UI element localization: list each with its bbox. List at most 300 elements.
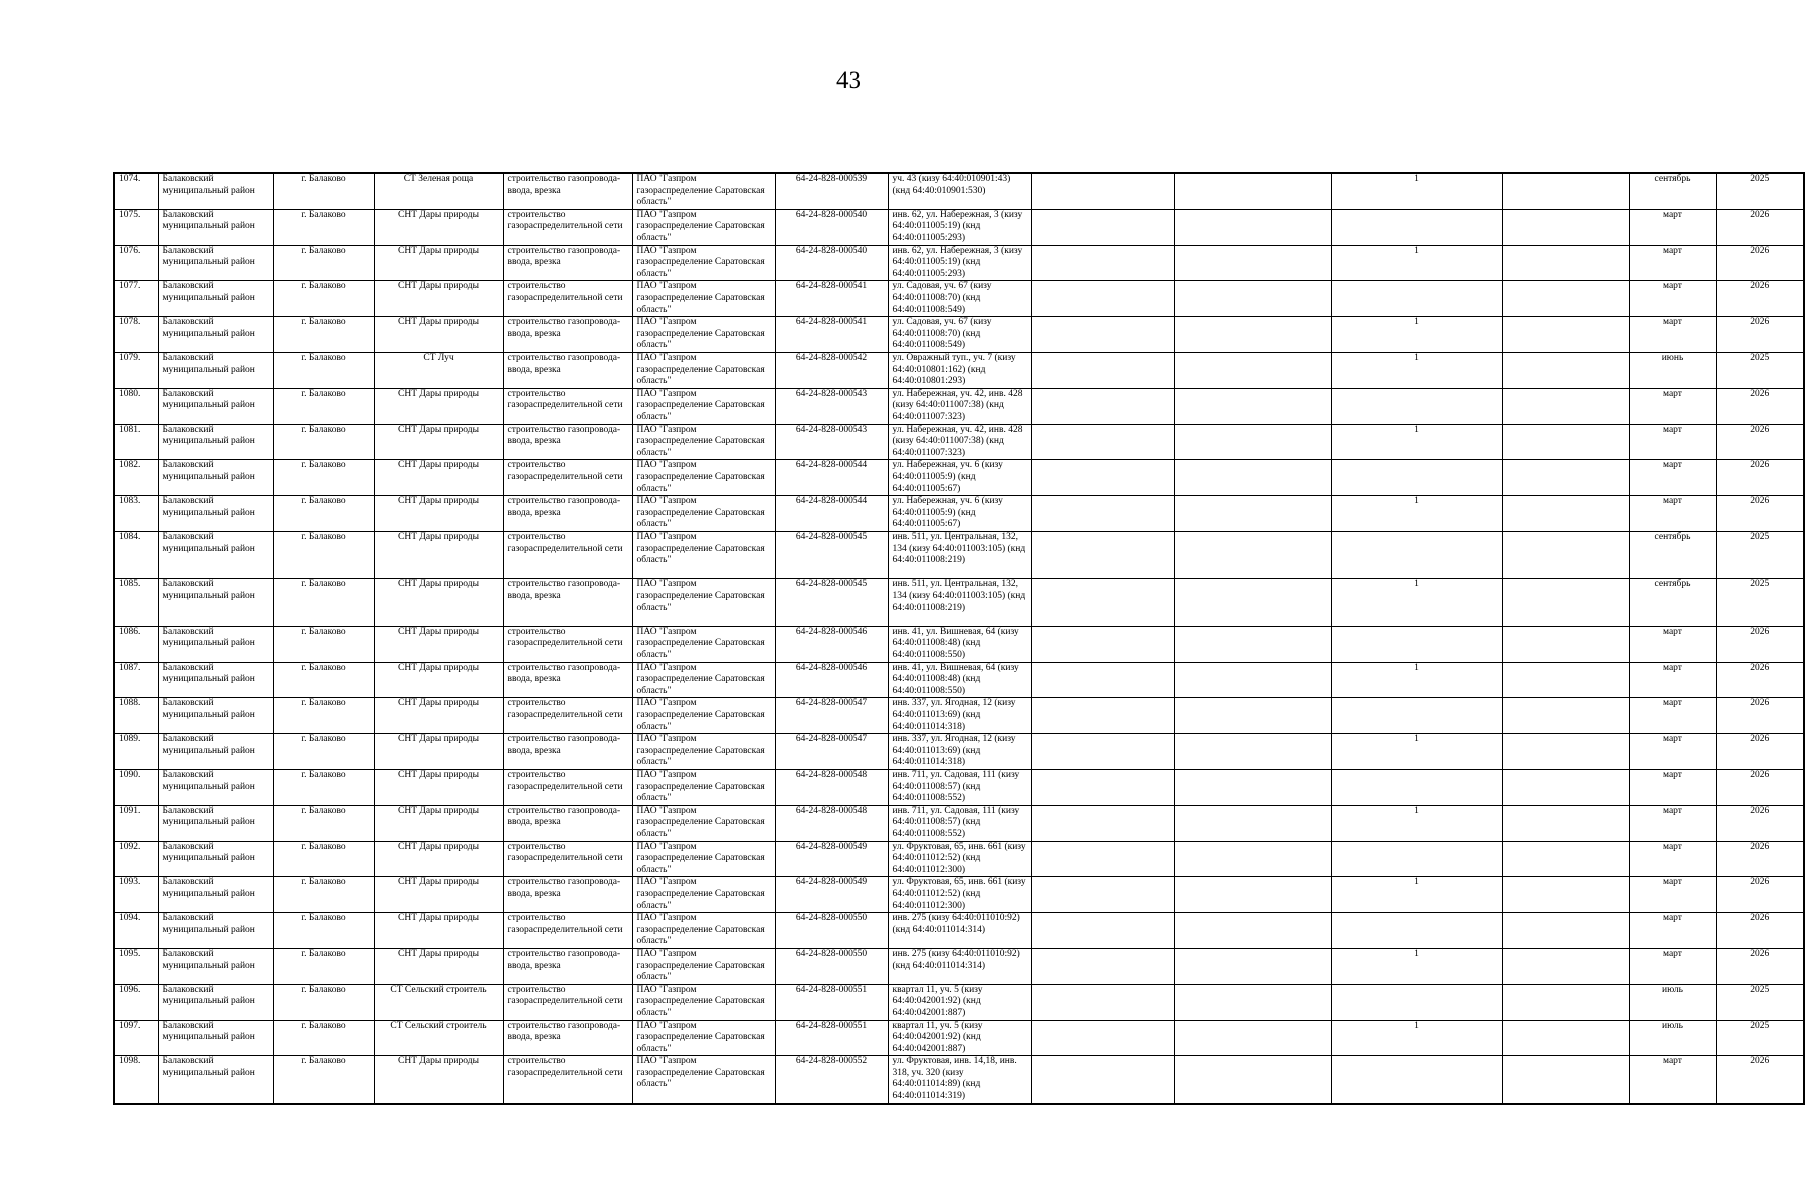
table-row: [114, 913, 1804, 949]
cell-month: март: [1629, 877, 1716, 913]
cell-address: квартал 11, уч. 5 (кизу 64:40:042001:92) (кнд 64:40:042001:887): [888, 984, 1031, 1020]
cell-address: ул. Набережная, уч. 6 (кизу 64:40:011005:9) (кнд 64:40:011005:67): [888, 460, 1031, 496]
cell-year: 2026: [1716, 245, 1804, 281]
cell-quantity: 1: [1331, 734, 1502, 770]
cell-work-type: строительство газопровода-ввода, врезка: [503, 424, 632, 460]
cell-organization: ПАО "Газпром газораспределение Саратовская область": [632, 317, 775, 353]
cell-extra-col-3: [1502, 352, 1629, 388]
cell-settlement: СНТ Дары природы: [374, 460, 503, 496]
cell-work-type: строительство газораспределительной сети: [503, 913, 632, 949]
cell-district: Балаковский муниципальный район: [158, 579, 273, 626]
cell-year: 2026: [1716, 496, 1804, 532]
cell-month: сентябрь: [1629, 173, 1716, 209]
cell-work-type: строительство газопровода-ввода, врезка: [503, 662, 632, 698]
cell-address: инв. 275 (кизу 64:40:011010:92) (кнд 64:40:011014:314): [888, 948, 1031, 984]
cell-extra-col-1: [1031, 948, 1174, 984]
cell-year: 2026: [1716, 948, 1804, 984]
cell-quantity: [1331, 531, 1502, 578]
table-row: [114, 460, 1804, 496]
cell-settlement: СТ Луч: [374, 352, 503, 388]
cell-extra-col-2: [1174, 984, 1331, 1020]
cell-year: 2026: [1716, 1056, 1804, 1104]
cell-row-number: 1093.: [114, 877, 158, 913]
cell-registry-id: 64-24-828-000550: [775, 913, 888, 949]
cell-address: инв. 62, ул. Набережная, 3 (кизу 64:40:011005:19) (кнд 64:40:011005:293): [888, 245, 1031, 281]
cell-quantity: 1: [1331, 805, 1502, 841]
cell-city: г. Балаково: [273, 734, 374, 770]
cell-row-number: 1082.: [114, 460, 158, 496]
cell-extra-col-2: [1174, 173, 1331, 209]
cell-district: Балаковский муниципальный район: [158, 1020, 273, 1056]
cell-extra-col-3: [1502, 281, 1629, 317]
cell-registry-id: 64-24-828-000540: [775, 245, 888, 281]
cell-row-number: 1095.: [114, 948, 158, 984]
cell-city: г. Балаково: [273, 209, 374, 245]
cell-settlement: СНТ Дары природы: [374, 317, 503, 353]
cell-district: Балаковский муниципальный район: [158, 877, 273, 913]
cell-row-number: 1079.: [114, 352, 158, 388]
cell-quantity: [1331, 209, 1502, 245]
cell-extra-col-1: [1031, 209, 1174, 245]
cell-month: март: [1629, 209, 1716, 245]
table-row: [114, 388, 1804, 424]
cell-settlement: СНТ Дары природы: [374, 245, 503, 281]
table-row: [114, 841, 1804, 877]
cell-organization: ПАО "Газпром газораспределение Саратовская область": [632, 531, 775, 578]
cell-organization: ПАО "Газпром газораспределение Саратовская область": [632, 984, 775, 1020]
cell-city: г. Балаково: [273, 173, 374, 209]
cell-extra-col-2: [1174, 496, 1331, 532]
cell-year: 2026: [1716, 424, 1804, 460]
cell-work-type: строительство газораспределительной сети: [503, 1056, 632, 1104]
cell-extra-col-3: [1502, 245, 1629, 281]
cell-month: март: [1629, 662, 1716, 698]
cell-organization: ПАО "Газпром газораспределение Саратовская область": [632, 734, 775, 770]
cell-city: г. Балаково: [273, 769, 374, 805]
table-row: [114, 245, 1804, 281]
cell-settlement: СТ Зеленая роща: [374, 173, 503, 209]
cell-work-type: строительство газораспределительной сети: [503, 388, 632, 424]
cell-month: июнь: [1629, 352, 1716, 388]
table-row: [114, 1056, 1804, 1104]
cell-address: инв. 711, ул. Садовая, 111 (кизу 64:40:011008:57) (кнд 64:40:011008:552): [888, 805, 1031, 841]
cell-registry-id: 64-24-828-000542: [775, 352, 888, 388]
table-row: [114, 531, 1804, 578]
cell-district: Балаковский муниципальный район: [158, 209, 273, 245]
cell-year: 2025: [1716, 1020, 1804, 1056]
cell-district: Балаковский муниципальный район: [158, 281, 273, 317]
cell-extra-col-2: [1174, 626, 1331, 662]
cell-address: инв. 711, ул. Садовая, 111 (кизу 64:40:011008:57) (кнд 64:40:011008:552): [888, 769, 1031, 805]
cell-quantity: 1: [1331, 948, 1502, 984]
cell-city: г. Балаково: [273, 579, 374, 626]
cell-extra-col-2: [1174, 841, 1331, 877]
cell-address: ул. Садовая, уч. 67 (кизу 64:40:011008:70) (кнд 64:40:011008:549): [888, 317, 1031, 353]
table-row: [114, 281, 1804, 317]
cell-row-number: 1077.: [114, 281, 158, 317]
cell-year: 2026: [1716, 662, 1804, 698]
cell-registry-id: 64-24-828-000552: [775, 1056, 888, 1104]
cell-district: Балаковский муниципальный район: [158, 805, 273, 841]
cell-extra-col-3: [1502, 913, 1629, 949]
cell-quantity: [1331, 626, 1502, 662]
cell-registry-id: 64-24-828-000549: [775, 877, 888, 913]
cell-registry-id: 64-24-828-000551: [775, 1020, 888, 1056]
cell-month: март: [1629, 913, 1716, 949]
cell-extra-col-1: [1031, 317, 1174, 353]
cell-row-number: 1080.: [114, 388, 158, 424]
cell-district: Балаковский муниципальный район: [158, 496, 273, 532]
table-row: [114, 173, 1804, 209]
cell-year: 2026: [1716, 913, 1804, 949]
cell-year: 2026: [1716, 769, 1804, 805]
cell-organization: ПАО "Газпром газораспределение Саратовская область": [632, 805, 775, 841]
table-row: [114, 734, 1804, 770]
cell-quantity: [1331, 1056, 1502, 1104]
cell-district: Балаковский муниципальный район: [158, 460, 273, 496]
cell-extra-col-3: [1502, 769, 1629, 805]
cell-organization: ПАО "Газпром газораспределение Саратовская область": [632, 626, 775, 662]
cell-month: март: [1629, 424, 1716, 460]
cell-city: г. Балаково: [273, 805, 374, 841]
cell-extra-col-1: [1031, 1056, 1174, 1104]
cell-extra-col-3: [1502, 805, 1629, 841]
cell-work-type: строительство газораспределительной сети: [503, 460, 632, 496]
cell-quantity: 1: [1331, 496, 1502, 532]
cell-district: Балаковский муниципальный район: [158, 317, 273, 353]
cell-extra-col-1: [1031, 734, 1174, 770]
cell-work-type: строительство газораспределительной сети: [503, 281, 632, 317]
cell-settlement: СНТ Дары природы: [374, 209, 503, 245]
cell-registry-id: 64-24-828-000541: [775, 317, 888, 353]
cell-extra-col-3: [1502, 1056, 1629, 1104]
cell-city: г. Балаково: [273, 626, 374, 662]
cell-settlement: СНТ Дары природы: [374, 698, 503, 734]
cell-year: 2026: [1716, 626, 1804, 662]
cell-quantity: [1331, 984, 1502, 1020]
cell-organization: ПАО "Газпром газораспределение Саратовская область": [632, 769, 775, 805]
cell-organization: ПАО "Газпром газораспределение Саратовская область": [632, 352, 775, 388]
cell-work-type: строительство газопровода-ввода, врезка: [503, 496, 632, 532]
cell-city: г. Балаково: [273, 281, 374, 317]
cell-address: уч. 43 (кизу 64:40:010901:43) (кнд 64:40:010901:530): [888, 173, 1031, 209]
table-row: [114, 948, 1804, 984]
cell-registry-id: 64-24-828-000550: [775, 948, 888, 984]
table-row: [114, 424, 1804, 460]
cell-work-type: строительство газораспределительной сети: [503, 769, 632, 805]
cell-settlement: СНТ Дары природы: [374, 531, 503, 578]
cell-month: март: [1629, 245, 1716, 281]
table-row: [114, 579, 1804, 626]
cell-city: г. Балаково: [273, 698, 374, 734]
cell-address: ул. Садовая, уч. 67 (кизу 64:40:011008:70) (кнд 64:40:011008:549): [888, 281, 1031, 317]
cell-work-type: строительство газопровода-ввода, врезка: [503, 173, 632, 209]
cell-extra-col-1: [1031, 841, 1174, 877]
cell-extra-col-2: [1174, 734, 1331, 770]
cell-settlement: СНТ Дары природы: [374, 662, 503, 698]
cell-work-type: строительство газопровода-ввода, врезка: [503, 805, 632, 841]
cell-work-type: строительство газопровода-ввода, врезка: [503, 734, 632, 770]
cell-extra-col-2: [1174, 1056, 1331, 1104]
cell-district: Балаковский муниципальный район: [158, 1056, 273, 1104]
cell-work-type: строительство газораспределительной сети: [503, 531, 632, 578]
cell-district: Балаковский муниципальный район: [158, 734, 273, 770]
cell-district: Балаковский муниципальный район: [158, 698, 273, 734]
cell-district: Балаковский муниципальный район: [158, 769, 273, 805]
cell-extra-col-3: [1502, 173, 1629, 209]
cell-month: сентябрь: [1629, 579, 1716, 626]
cell-registry-id: 64-24-828-000548: [775, 769, 888, 805]
cell-month: март: [1629, 281, 1716, 317]
cell-extra-col-1: [1031, 352, 1174, 388]
cell-settlement: СТ Сельский строитель: [374, 1020, 503, 1056]
cell-address: инв. 41, ул. Вишневая, 64 (кизу 64:40:011008:48) (кнд 64:40:011008:550): [888, 662, 1031, 698]
cell-organization: ПАО "Газпром газораспределение Саратовская область": [632, 460, 775, 496]
cell-extra-col-3: [1502, 734, 1629, 770]
cell-extra-col-1: [1031, 424, 1174, 460]
table-row: [114, 1020, 1804, 1056]
cell-extra-col-2: [1174, 698, 1331, 734]
cell-row-number: 1086.: [114, 626, 158, 662]
cell-registry-id: 64-24-828-000541: [775, 281, 888, 317]
cell-extra-col-3: [1502, 317, 1629, 353]
cell-month: март: [1629, 388, 1716, 424]
cell-quantity: 1: [1331, 317, 1502, 353]
cell-city: г. Балаково: [273, 877, 374, 913]
cell-row-number: 1084.: [114, 531, 158, 578]
cell-extra-col-3: [1502, 496, 1629, 532]
cell-city: г. Балаково: [273, 1020, 374, 1056]
cell-address: ул. Фруктовая, 65, инв. 661 (кизу 64:40:011012:52) (кнд 64:40:011012:300): [888, 877, 1031, 913]
cell-month: сентябрь: [1629, 531, 1716, 578]
cell-quantity: [1331, 841, 1502, 877]
cell-extra-col-1: [1031, 460, 1174, 496]
cell-extra-col-3: [1502, 984, 1629, 1020]
cell-address: ул. Фруктовая, инв. 14,18, инв. 318, уч. 320 (кизу 64:40:011014:89) (кнд 64:40:011014:319): [888, 1056, 1031, 1104]
cell-quantity: [1331, 281, 1502, 317]
cell-extra-col-2: [1174, 877, 1331, 913]
cell-work-type: строительство газопровода-ввода, врезка: [503, 352, 632, 388]
cell-extra-col-1: [1031, 173, 1174, 209]
cell-row-number: 1090.: [114, 769, 158, 805]
cell-organization: ПАО "Газпром газораспределение Саратовская область": [632, 579, 775, 626]
cell-city: г. Балаково: [273, 1056, 374, 1104]
cell-extra-col-1: [1031, 769, 1174, 805]
cell-address: ул. Овражный туп., уч. 7 (кизу 64:40:010801:162) (кнд 64:40:010801:293): [888, 352, 1031, 388]
cell-extra-col-2: [1174, 281, 1331, 317]
cell-address: инв. 275 (кизу 64:40:011010:92) (кнд 64:40:011014:314): [888, 913, 1031, 949]
cell-row-number: 1087.: [114, 662, 158, 698]
cell-city: г. Балаково: [273, 496, 374, 532]
table-row: [114, 352, 1804, 388]
cell-year: 2026: [1716, 460, 1804, 496]
cell-year: 2026: [1716, 841, 1804, 877]
table-row: [114, 805, 1804, 841]
cell-quantity: 1: [1331, 579, 1502, 626]
cell-row-number: 1096.: [114, 984, 158, 1020]
cell-settlement: СНТ Дары природы: [374, 948, 503, 984]
cell-settlement: СНТ Дары природы: [374, 579, 503, 626]
cell-quantity: 1: [1331, 1020, 1502, 1056]
cell-city: г. Балаково: [273, 531, 374, 578]
cell-settlement: СНТ Дары природы: [374, 841, 503, 877]
table-row: [114, 984, 1804, 1020]
cell-organization: ПАО "Газпром газораспределение Саратовская область": [632, 913, 775, 949]
cell-district: Балаковский муниципальный район: [158, 984, 273, 1020]
cell-address: инв. 511, ул. Центральная, 132, 134 (кизу 64:40:011003:105) (кнд 64:40:011008:219): [888, 579, 1031, 626]
cell-registry-id: 64-24-828-000546: [775, 626, 888, 662]
cell-extra-col-1: [1031, 496, 1174, 532]
cell-organization: ПАО "Газпром газораспределение Саратовская область": [632, 877, 775, 913]
cell-year: 2025: [1716, 984, 1804, 1020]
cell-city: г. Балаково: [273, 352, 374, 388]
cell-registry-id: 64-24-828-000547: [775, 698, 888, 734]
cell-year: 2026: [1716, 388, 1804, 424]
cell-settlement: СНТ Дары природы: [374, 913, 503, 949]
cell-extra-col-3: [1502, 662, 1629, 698]
cell-work-type: строительство газопровода-ввода, врезка: [503, 317, 632, 353]
cell-extra-col-1: [1031, 626, 1174, 662]
cell-month: март: [1629, 317, 1716, 353]
cell-row-number: 1081.: [114, 424, 158, 460]
cell-extra-col-2: [1174, 352, 1331, 388]
cell-quantity: 1: [1331, 173, 1502, 209]
cell-address: инв. 337, ул. Ягодная, 12 (кизу 64:40:011013:69) (кнд 64:40:011014:318): [888, 734, 1031, 770]
cell-organization: ПАО "Газпром газораспределение Саратовская область": [632, 173, 775, 209]
cell-quantity: [1331, 913, 1502, 949]
cell-settlement: СНТ Дары природы: [374, 1056, 503, 1104]
cell-extra-col-1: [1031, 388, 1174, 424]
cell-row-number: 1098.: [114, 1056, 158, 1104]
cell-year: 2026: [1716, 317, 1804, 353]
cell-organization: ПАО "Газпром газораспределение Саратовская область": [632, 209, 775, 245]
cell-year: 2026: [1716, 209, 1804, 245]
cell-month: март: [1629, 698, 1716, 734]
cell-city: г. Балаково: [273, 245, 374, 281]
cell-address: инв. 337, ул. Ягодная, 12 (кизу 64:40:011013:69) (кнд 64:40:011014:318): [888, 698, 1031, 734]
cell-year: 2025: [1716, 579, 1804, 626]
cell-extra-col-1: [1031, 877, 1174, 913]
table-row: [114, 496, 1804, 532]
cell-extra-col-2: [1174, 1020, 1331, 1056]
cell-row-number: 1078.: [114, 317, 158, 353]
cell-district: Балаковский муниципальный район: [158, 626, 273, 662]
cell-row-number: 1076.: [114, 245, 158, 281]
registry-table: [113, 172, 1805, 1105]
cell-quantity: 1: [1331, 352, 1502, 388]
cell-settlement: СНТ Дары природы: [374, 496, 503, 532]
cell-extra-col-3: [1502, 209, 1629, 245]
cell-extra-col-2: [1174, 424, 1331, 460]
cell-extra-col-3: [1502, 531, 1629, 578]
cell-extra-col-3: [1502, 1020, 1629, 1056]
cell-extra-col-1: [1031, 984, 1174, 1020]
cell-registry-id: 64-24-828-000539: [775, 173, 888, 209]
cell-extra-col-1: [1031, 913, 1174, 949]
cell-month: июль: [1629, 1020, 1716, 1056]
cell-row-number: 1092.: [114, 841, 158, 877]
cell-extra-col-2: [1174, 531, 1331, 578]
cell-extra-col-2: [1174, 460, 1331, 496]
cell-registry-id: 64-24-828-000545: [775, 531, 888, 578]
cell-extra-col-3: [1502, 424, 1629, 460]
cell-settlement: СНТ Дары природы: [374, 388, 503, 424]
cell-organization: ПАО "Газпром газораспределение Саратовская область": [632, 1020, 775, 1056]
table-row: [114, 698, 1804, 734]
table-row: [114, 317, 1804, 353]
cell-registry-id: 64-24-828-000551: [775, 984, 888, 1020]
cell-city: г. Балаково: [273, 984, 374, 1020]
cell-city: г. Балаково: [273, 317, 374, 353]
cell-extra-col-2: [1174, 913, 1331, 949]
cell-row-number: 1089.: [114, 734, 158, 770]
cell-extra-col-2: [1174, 579, 1331, 626]
cell-city: г. Балаково: [273, 388, 374, 424]
cell-work-type: строительство газопровода-ввода, врезка: [503, 579, 632, 626]
cell-registry-id: 64-24-828-000549: [775, 841, 888, 877]
cell-month: март: [1629, 841, 1716, 877]
cell-work-type: строительство газораспределительной сети: [503, 984, 632, 1020]
cell-month: март: [1629, 626, 1716, 662]
cell-address: инв. 62, ул. Набережная, 3 (кизу 64:40:011005:19) (кнд 64:40:011005:293): [888, 209, 1031, 245]
cell-address: ул. Фруктовая, 65, инв. 661 (кизу 64:40:011012:52) (кнд 64:40:011012:300): [888, 841, 1031, 877]
cell-row-number: 1091.: [114, 805, 158, 841]
cell-year: 2026: [1716, 281, 1804, 317]
cell-district: Балаковский муниципальный район: [158, 352, 273, 388]
cell-extra-col-1: [1031, 579, 1174, 626]
cell-month: март: [1629, 805, 1716, 841]
cell-district: Балаковский муниципальный район: [158, 841, 273, 877]
cell-district: Балаковский муниципальный район: [158, 948, 273, 984]
cell-settlement: СНТ Дары природы: [374, 734, 503, 770]
cell-district: Балаковский муниципальный район: [158, 424, 273, 460]
cell-row-number: 1083.: [114, 496, 158, 532]
cell-month: март: [1629, 496, 1716, 532]
cell-registry-id: 64-24-828-000546: [775, 662, 888, 698]
cell-extra-col-1: [1031, 281, 1174, 317]
cell-extra-col-1: [1031, 662, 1174, 698]
cell-row-number: 1085.: [114, 579, 158, 626]
cell-year: 2025: [1716, 173, 1804, 209]
cell-quantity: [1331, 388, 1502, 424]
cell-month: март: [1629, 948, 1716, 984]
cell-row-number: 1074.: [114, 173, 158, 209]
cell-settlement: СНТ Дары природы: [374, 281, 503, 317]
cell-extra-col-3: [1502, 626, 1629, 662]
cell-address: инв. 511, ул. Центральная, 132, 134 (кизу 64:40:011003:105) (кнд 64:40:011008:219): [888, 531, 1031, 578]
cell-organization: ПАО "Газпром газораспределение Саратовская область": [632, 698, 775, 734]
cell-quantity: 1: [1331, 424, 1502, 460]
cell-extra-col-1: [1031, 1020, 1174, 1056]
cell-address: инв. 41, ул. Вишневая, 64 (кизу 64:40:011008:48) (кнд 64:40:011008:550): [888, 626, 1031, 662]
cell-work-type: строительство газораспределительной сети: [503, 698, 632, 734]
page-number: 43: [836, 67, 861, 94]
cell-extra-col-2: [1174, 769, 1331, 805]
cell-work-type: строительство газораспределительной сети: [503, 209, 632, 245]
cell-address: ул. Набережная, уч. 42, инв. 428 (кизу 64:40:011007:38) (кнд 64:40:011007:323): [888, 424, 1031, 460]
cell-address: ул. Набережная, уч. 6 (кизу 64:40:011005:9) (кнд 64:40:011005:67): [888, 496, 1031, 532]
cell-year: 2025: [1716, 352, 1804, 388]
cell-extra-col-3: [1502, 460, 1629, 496]
table-row: [114, 662, 1804, 698]
cell-district: Балаковский муниципальный район: [158, 662, 273, 698]
cell-row-number: 1088.: [114, 698, 158, 734]
cell-settlement: СНТ Дары природы: [374, 626, 503, 662]
cell-row-number: 1097.: [114, 1020, 158, 1056]
cell-quantity: 1: [1331, 662, 1502, 698]
cell-organization: ПАО "Газпром газораспределение Саратовская область": [632, 662, 775, 698]
cell-registry-id: 64-24-828-000544: [775, 496, 888, 532]
